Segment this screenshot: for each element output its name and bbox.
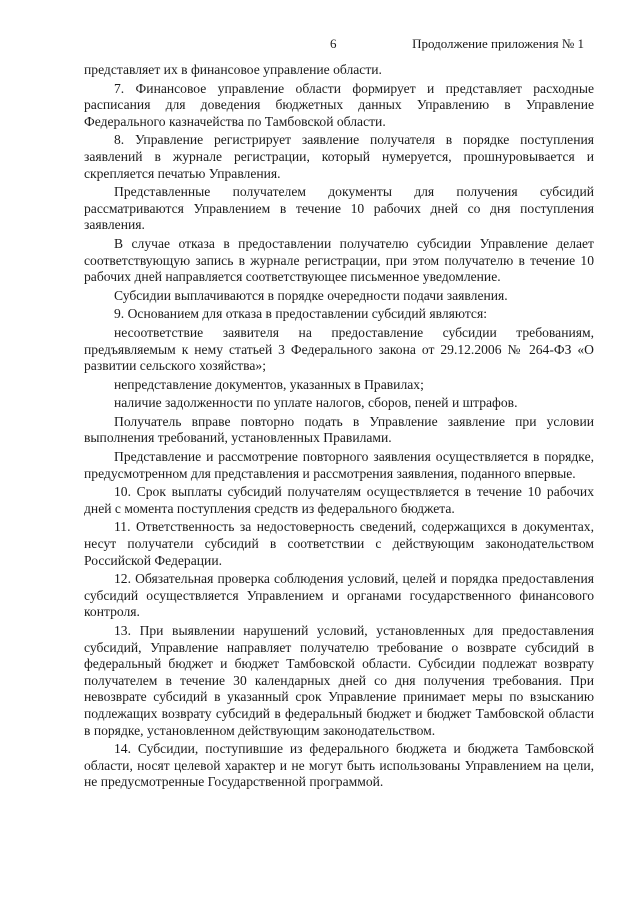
paragraph: представляет их в финансовое управление области. [84, 62, 382, 77]
paragraph: 9. Основанием для отказа в предоставлении субсидий являются: [114, 306, 487, 322]
document-body [84, 62, 594, 793]
paragraph: 13. При выявлении нарушений условий, установленных для предоставления субсидий, Управление направляет получателю требование о возврате субсидий в федеральный бюджет и бюджет Тамбовской области. Субсидии подлежат возврату получателем в течение 30 календарных дней со дня получения требования. При невозврате субсидий в указанный срок Управление принимает меры по взысканию подлежащих возврату субсидий в федеральный бюджет и бюджет Тамбовской области в порядке, установленном действующим законодательством. [84, 623, 594, 738]
paragraph: 11. Ответственность за недостоверность сведений, содержащихся в документах, несут получатели субсидий в соответствии с действующим законодательством Российской Федерации. [84, 519, 594, 568]
paragraph: 12. Обязательная проверка соблюдения условий, целей и порядка предоставления субсидий осуществляется Управлением и органами государственного финансового контроля. [84, 571, 594, 620]
paragraph: наличие задолженности по уплате налогов, сборов, пеней и штрафов. [114, 395, 518, 411]
paragraph: 10. Срок выплаты субсидий получателям осуществляется в течение 10 рабочих дней с момента поступления средств из федерального бюджета. [84, 484, 594, 516]
continuation-label: Продолжение приложения № 1 [412, 36, 584, 51]
paragraph: Субсидии выплачиваются в порядке очередности подачи заявления. [114, 287, 508, 303]
paragraph: В случае отказа в предоставлении получателю субсидии Управление делает соответствующую запись в журнале регистрации, при этом получателю в течение 10 рабочих дней направляется соответствующее письменное уведомление. [84, 235, 594, 285]
page-header [0, 36, 640, 56]
paragraph: 7. Финансовое управление области формирует и представляет расходные расписания для доведения бюджетных данных Управлению в Управление Федерального казначейства по Тамбовской области. [84, 80, 594, 129]
paragraph: Представленные получателем документы для получения субсидий рассматриваются Управлением в течение 10 рабочих дней со дня поступления заявления. [84, 184, 594, 233]
paragraph: Представление и рассмотрение повторного заявления осуществляется в порядке, предусмотренном для представления и рассмотрения заявления, поданного впервые. [84, 449, 594, 481]
paragraph: непредставление документов, указанных в Правилах; [114, 376, 424, 392]
paragraph: несоответствие заявителя на предоставление субсидии требованиям, предъявляемым к нему статьей 3 Федерального закона от 29.12.2006 № 264-ФЗ «О развитии сельского хозяйства»; [84, 324, 594, 374]
paragraph: 8. Управление регистрирует заявление получателя в порядке поступления заявлений в журнале регистрации, который нумеруется, прошнуровывается и скрепляется печатью Управления. [84, 132, 594, 181]
paragraph: Получатель вправе повторно подать в Управление заявление при условии выполнения требований, установленных Правилами. [84, 413, 594, 446]
paragraph: 14. Субсидии, поступившие из федерального бюджета и бюджета Тамбовской области, носят целевой характер и не могут быть использованы Управлением на цели, не предусмотренные Государственной программой. [84, 741, 594, 790]
page-number: 6 [330, 36, 337, 51]
